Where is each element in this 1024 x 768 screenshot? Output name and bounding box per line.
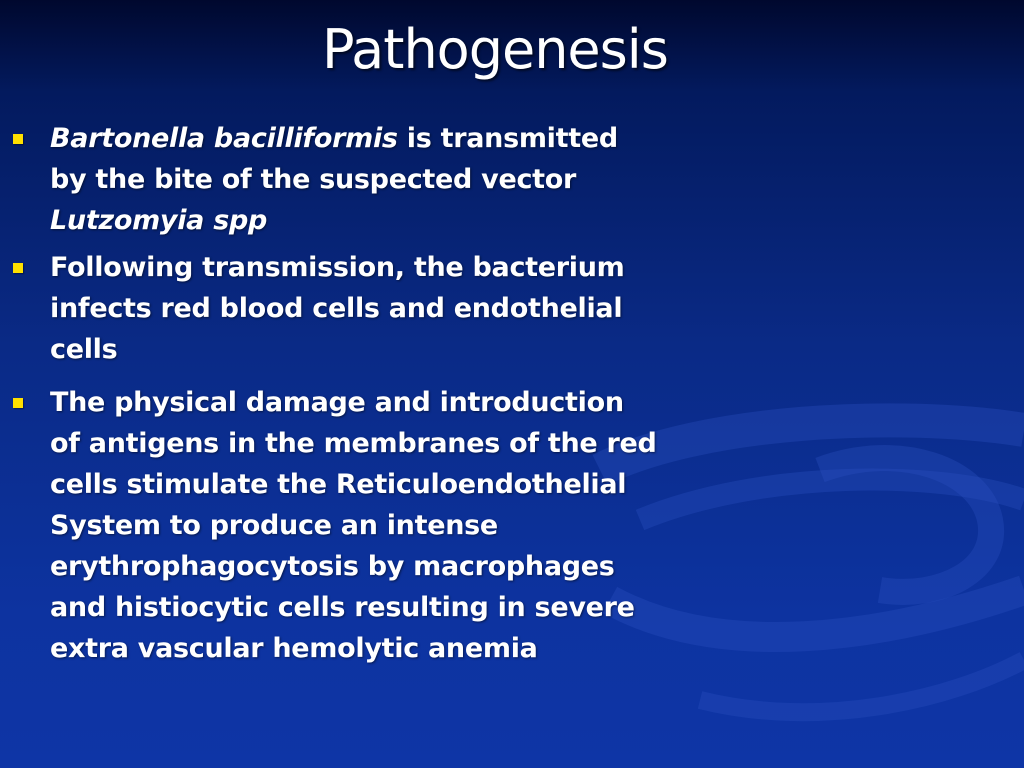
- species-name: Bartonella bacilliformis: [50, 123, 398, 154]
- bullet-list: [0, 118, 660, 675]
- bullet-text-segment: is transmitted by the bite of the suspected vector: [50, 123, 618, 195]
- bullet-square-icon: [13, 398, 23, 408]
- bullet-square-icon: [13, 134, 23, 144]
- bullet-item-infection: [0, 247, 660, 370]
- bullet-text: [50, 118, 660, 241]
- bullet-text: The physical damage and introduction of antigens in the membranes of the red cells stimulate the Reticuloendothelial System to produce an intense erythrophagocytosis by macrophages and histiocytic cells resulting in severe extra vascular hemolytic anemia: [50, 387, 657, 664]
- bullet-text: Following transmission, the bacterium infects red blood cells and endothelial cells: [50, 252, 625, 365]
- vector-name: Lutzomyia spp: [50, 205, 268, 236]
- bullet-item-transmission: [0, 118, 660, 241]
- slide-title: Pathogenesis: [322, 18, 668, 81]
- bullet-square-icon: [13, 263, 23, 273]
- bullet-item-damage: [0, 382, 660, 669]
